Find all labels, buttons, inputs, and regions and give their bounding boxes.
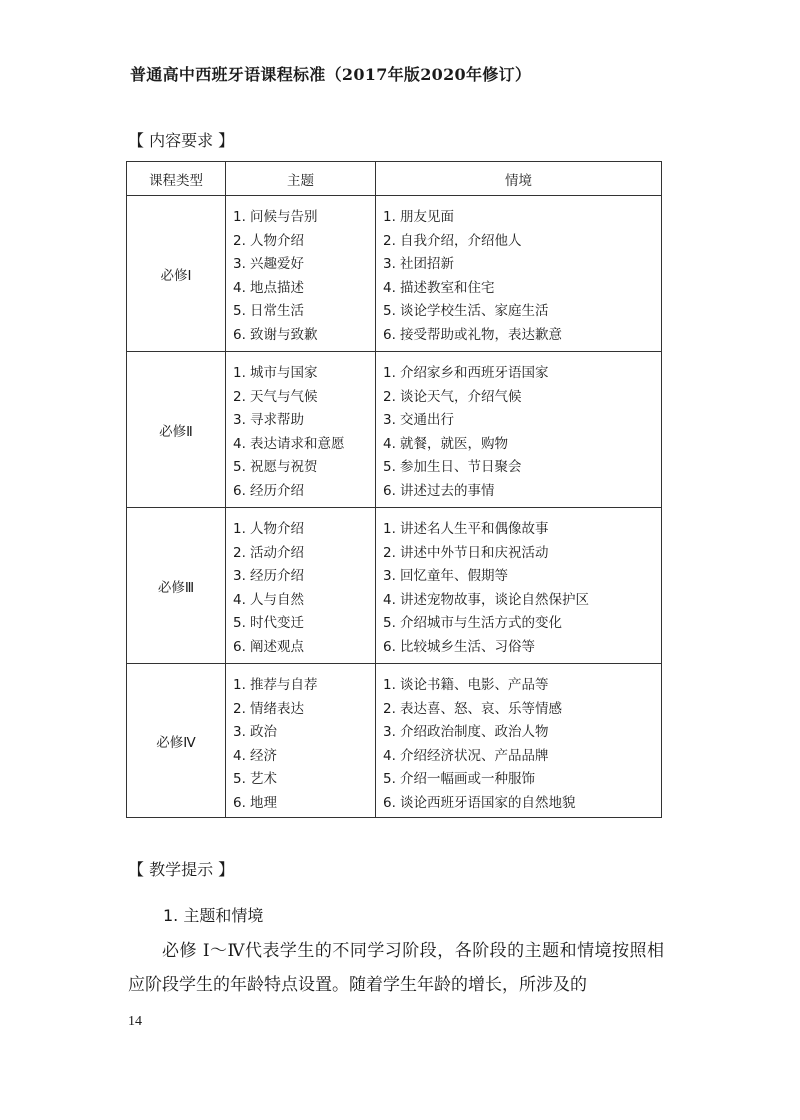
list-item	[383, 253, 660, 277]
topic-cell	[226, 508, 376, 664]
item-number: 3.	[233, 412, 246, 429]
context-list	[377, 353, 660, 504]
item-text: 介绍家乡和西班牙语国家	[400, 365, 549, 381]
page-number: 14	[128, 1014, 142, 1029]
list-item	[383, 518, 660, 542]
item-text: 讲述名人生平和偶像故事	[400, 521, 549, 537]
list-item	[383, 362, 660, 386]
header-course-type: 课程类型	[127, 162, 226, 196]
item-text: 人与自然	[250, 591, 304, 608]
topic-list	[227, 665, 374, 816]
item-text: 兴趣爱好	[250, 256, 304, 273]
topic-list	[227, 353, 374, 504]
item-number: 3.	[383, 724, 396, 741]
item-text: 人物介绍	[250, 521, 304, 537]
item-text: 介绍一幅画或一种服饰	[400, 771, 535, 788]
list-item	[383, 433, 660, 457]
item-number: 6.	[383, 326, 396, 343]
item-text: 日常生活	[250, 303, 304, 320]
item-number: 2.	[233, 388, 246, 405]
item-number: 5.	[383, 303, 396, 320]
topic-cell	[226, 352, 376, 508]
list-item	[233, 206, 374, 230]
item-number: 4.	[383, 591, 396, 608]
item-number: 2.	[383, 388, 396, 405]
item-number: 1.	[233, 677, 246, 693]
context-cell	[376, 352, 662, 508]
list-item	[233, 386, 374, 410]
item-number: 6.	[233, 638, 246, 655]
item-text: 经历介绍	[250, 482, 304, 499]
topic-list	[227, 197, 374, 348]
list-item	[233, 636, 374, 660]
item-number: 5.	[383, 459, 396, 476]
item-text: 回忆童年、假期等	[400, 568, 508, 585]
item-text: 介绍经济状况、产品品牌	[400, 747, 549, 764]
item-number: 4.	[233, 435, 246, 452]
list-item	[233, 324, 374, 348]
item-text: 问候与告别	[250, 209, 318, 225]
item-text: 朋友见面	[400, 209, 454, 225]
context-list	[377, 665, 660, 816]
item-number: 6.	[233, 326, 246, 343]
table-header-row	[127, 162, 662, 196]
list-item	[233, 253, 374, 277]
item-number: 2.	[233, 544, 246, 561]
item-text: 接受帮助或礼物，表达歉意	[400, 326, 562, 343]
item-number: 1.	[233, 365, 246, 381]
item-text: 讲述过去的事情	[400, 482, 495, 499]
list-item	[383, 542, 660, 566]
item-number: 2.	[233, 700, 246, 717]
item-text: 谈论书籍、电影、产品等	[400, 677, 549, 693]
item-number: 5.	[233, 303, 246, 320]
header-context: 情境	[376, 162, 662, 196]
item-number: 4.	[233, 591, 246, 608]
item-text: 表达请求和意愿	[250, 435, 345, 452]
item-text: 天气与气候	[250, 388, 318, 405]
item-text: 阐述观点	[250, 638, 304, 655]
topic-list	[227, 509, 374, 660]
item-number: 3.	[383, 412, 396, 429]
item-number: 5.	[383, 615, 396, 632]
list-item	[383, 768, 660, 792]
item-text: 政治	[250, 724, 277, 741]
item-number: 5.	[383, 771, 396, 788]
item-number: 4.	[233, 279, 246, 296]
body-paragraph: 必修 Ⅰ～Ⅳ代表学生的不同学习阶段，各阶段的主题和情境按照相应阶段学生的年龄特点设置。随着学生年龄的增长，所涉及的	[128, 941, 664, 995]
item-text: 谈论西班牙语国家的自然地貌	[400, 794, 576, 811]
context-cell	[376, 196, 662, 352]
list-item	[383, 721, 660, 745]
item-text: 自我介绍，介绍他人	[400, 232, 522, 249]
item-text: 城市与国家	[250, 365, 318, 381]
list-item	[233, 674, 374, 698]
item-number: 3.	[383, 256, 396, 273]
item-number: 6.	[383, 482, 396, 499]
list-item	[233, 768, 374, 792]
table-row	[127, 664, 662, 818]
list-item	[233, 230, 374, 254]
content-requirements-heading: 【 内容要求 】	[128, 131, 235, 150]
running-header: 普通高中西班牙语课程标准（2017年版2020年修订）	[130, 65, 532, 84]
table-row	[127, 352, 662, 508]
list-item	[233, 277, 374, 301]
item-text: 谈论学校生活、家庭生活	[400, 303, 549, 320]
item-number: 5.	[233, 459, 246, 476]
list-item	[233, 589, 374, 613]
list-item	[383, 745, 660, 769]
item-number: 6.	[383, 638, 396, 655]
item-text: 交通出行	[400, 412, 454, 429]
list-item	[233, 792, 374, 816]
item-text: 经历介绍	[250, 568, 304, 585]
course-type-cell: 必修Ⅳ	[127, 664, 226, 818]
item-text: 表达喜、怒、哀、乐等情感	[400, 700, 562, 717]
list-item	[383, 698, 660, 722]
course-type-cell: 必修Ⅱ	[127, 352, 226, 508]
list-item	[233, 433, 374, 457]
item-text: 就餐，就医，购物	[400, 435, 508, 452]
topic-cell	[226, 196, 376, 352]
list-item	[233, 480, 374, 504]
item-number: 6.	[233, 482, 246, 499]
context-cell	[376, 664, 662, 818]
context-list	[377, 509, 660, 660]
course-type-cell: 必修Ⅰ	[127, 196, 226, 352]
item-number: 3.	[383, 568, 396, 585]
item-number: 2.	[233, 232, 246, 249]
item-number: 3.	[233, 256, 246, 273]
list-item	[383, 589, 660, 613]
teaching-tips-heading: 【 教学提示 】	[128, 860, 235, 879]
item-number: 1.	[233, 521, 246, 537]
course-type-cell: 必修Ⅲ	[127, 508, 226, 664]
table-row	[127, 508, 662, 664]
item-number: 2.	[383, 232, 396, 249]
item-text: 情绪表达	[250, 700, 304, 717]
item-number: 2.	[383, 700, 396, 717]
item-number: 5.	[233, 615, 246, 632]
item-text: 谈论天气，介绍气候	[400, 388, 522, 405]
list-item	[383, 409, 660, 433]
item-text: 地点描述	[250, 279, 304, 296]
item-number: 4.	[383, 279, 396, 296]
context-list	[377, 197, 660, 348]
item-number: 2.	[383, 544, 396, 561]
item-number: 6.	[233, 794, 246, 811]
item-text: 时代变迁	[250, 615, 304, 632]
item-text: 人物介绍	[250, 232, 304, 249]
item-number: 6.	[383, 794, 396, 811]
topic-cell	[226, 664, 376, 818]
item-number: 1.	[383, 365, 396, 381]
list-item	[383, 324, 660, 348]
item-text: 活动介绍	[250, 544, 304, 561]
list-item	[383, 792, 660, 816]
item-number: 3.	[233, 724, 246, 741]
list-item	[233, 362, 374, 386]
list-item	[233, 409, 374, 433]
item-text: 介绍政治制度、政治人物	[400, 724, 549, 741]
list-item	[233, 698, 374, 722]
list-item	[233, 565, 374, 589]
list-item	[383, 300, 660, 324]
list-item	[233, 456, 374, 480]
list-item	[383, 456, 660, 480]
list-item	[383, 230, 660, 254]
list-item	[383, 612, 660, 636]
list-item	[233, 745, 374, 769]
item-number: 4.	[383, 747, 396, 764]
list-item	[233, 542, 374, 566]
item-text: 推荐与自荐	[250, 677, 318, 693]
item-text: 致谢与致歉	[250, 326, 318, 343]
item-text: 艺术	[250, 771, 277, 788]
item-number: 5.	[233, 771, 246, 788]
item-number: 1.	[383, 677, 396, 693]
item-text: 介绍城市与生活方式的变化	[400, 615, 562, 632]
item-text: 祝愿与祝贺	[250, 459, 318, 476]
topic-context-subheading: 1. 主题和情境	[163, 906, 264, 925]
item-text: 描述教室和住宅	[400, 279, 495, 296]
curriculum-table	[126, 161, 662, 818]
item-text: 经济	[250, 747, 277, 764]
item-number: 4.	[383, 435, 396, 452]
list-item	[383, 206, 660, 230]
item-text: 参加生日、节日聚会	[400, 459, 522, 476]
list-item	[233, 612, 374, 636]
item-number: 1.	[233, 209, 246, 225]
list-item	[383, 636, 660, 660]
header-topic: 主题	[226, 162, 376, 196]
list-item	[383, 386, 660, 410]
list-item	[383, 565, 660, 589]
list-item	[233, 518, 374, 542]
item-text: 讲述宠物故事，谈论自然保护区	[400, 591, 589, 608]
item-text: 比较城乡生活、习俗等	[400, 638, 535, 655]
item-number: 1.	[383, 521, 396, 537]
item-number: 1.	[383, 209, 396, 225]
context-cell	[376, 508, 662, 664]
list-item	[233, 721, 374, 745]
item-number: 3.	[233, 568, 246, 585]
item-text: 地理	[250, 794, 277, 811]
list-item	[383, 674, 660, 698]
list-item	[233, 300, 374, 324]
list-item	[383, 480, 660, 504]
item-text: 寻求帮助	[250, 412, 304, 429]
item-number: 4.	[233, 747, 246, 764]
list-item	[383, 277, 660, 301]
table-row	[127, 196, 662, 352]
item-text: 讲述中外节日和庆祝活动	[400, 544, 549, 561]
item-text: 社团招新	[400, 256, 454, 273]
